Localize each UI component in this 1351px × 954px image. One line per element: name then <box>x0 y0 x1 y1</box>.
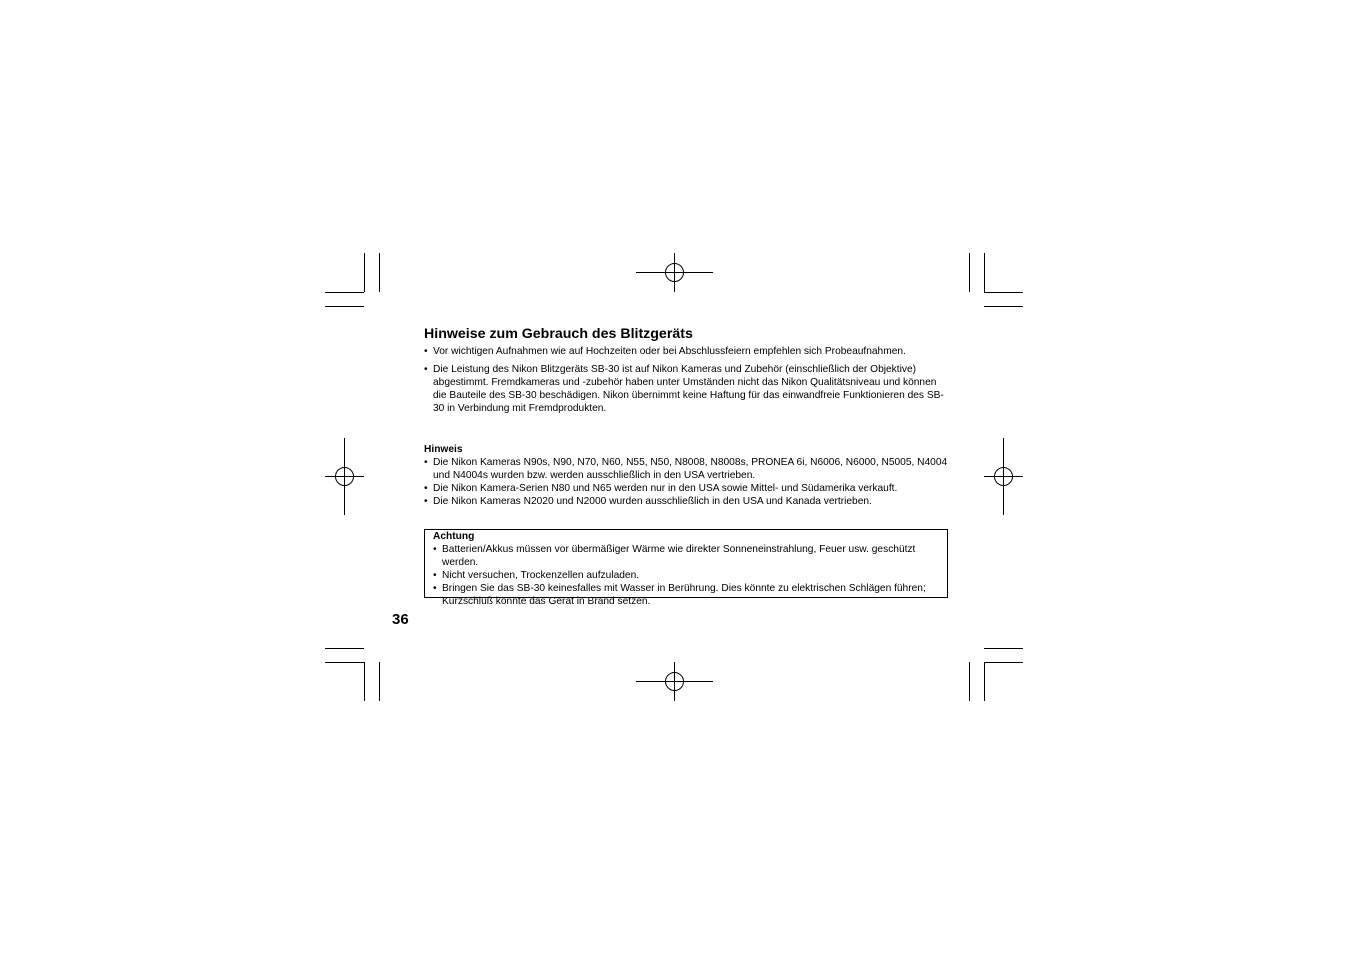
crop-mark-bottom-left <box>325 649 380 702</box>
registration-mark-right <box>984 438 1023 515</box>
registration-mark-top <box>636 253 713 292</box>
list-item-text: Die Nikon Kamera-Serien N80 und N65 werden nur in den USA sowie Mittel- und Südamerika verkauft. <box>433 482 898 494</box>
warning-heading: Achtung <box>433 531 475 542</box>
list-item-text: Bringen Sie das SB-30 keinesfalles mit Wasser in Berührung. Dies könnte zu elektrischen Schlägen führen; Kurzschluß könnte das Gerät in Brand setzen. <box>442 582 926 607</box>
note-heading: Hinweis <box>424 444 463 456</box>
bullet-icon: • <box>433 543 437 555</box>
crop-mark-top-left <box>325 253 380 307</box>
bullet-icon: • <box>433 569 437 581</box>
list-item-text: Batterien/Akkus müssen vor übermäßiger Wärme wie direkter Sonneneinstrahlung, Feuer usw. geschützt werden. <box>442 543 916 568</box>
list-item <box>433 570 940 583</box>
bullet-icon: • <box>424 482 428 494</box>
list-item <box>424 496 948 509</box>
page-content <box>424 325 948 509</box>
list-item <box>433 544 940 570</box>
usage-notes-list <box>424 346 948 416</box>
list-item <box>424 483 948 496</box>
bullet-icon: • <box>433 582 437 594</box>
section-title: Hinweise zum Gebrauch des Blitzgeräts <box>424 326 693 342</box>
list-item-text: Die Nikon Kameras N90s, N90, N70, N60, N55, N50, N8008, N8008s, PRONEA 6i, N6006, N6000, N5005, N4004 und N4004s wurden bzw. werden ausschließlich in den USA vertrieben. <box>433 456 948 481</box>
crop-mark-top-right <box>970 253 1024 307</box>
list-item <box>433 583 940 609</box>
list-item <box>424 364 948 416</box>
bullet-icon: • <box>424 364 428 376</box>
warning-list <box>433 544 940 609</box>
list-item-text: Die Nikon Kameras N2020 und N2000 wurden ausschließlich in den USA und Kanada vertrieben. <box>433 495 872 507</box>
list-item <box>424 346 948 359</box>
bullet-icon: • <box>424 456 428 468</box>
warning-box <box>424 529 948 607</box>
list-item-text: Die Leistung des Nikon Blitzgeräts SB-30 ist auf Nikon Kameras und Zubehör (einschließlich der Objektive) abgestimmt. Fremdkameras und -zubehör haben unter Umständen nicht das Nikon Qualitätsniveau und können die Bauteile des SB-30 beschädigen. Nikon übernimmt keine Haftung für das einwandfreie Funktionieren des SB-30 in Verbindung mit Fremdprodukten. <box>433 364 944 415</box>
crop-mark-bottom-right <box>970 649 1024 702</box>
registration-mark-bottom <box>636 662 713 701</box>
list-item-text: Vor wichtigen Aufnahmen wie auf Hochzeiten oder bei Abschlussfeiern empfehlen sich Probeaufnahmen. <box>433 346 906 357</box>
page-number: 36 <box>392 611 409 628</box>
note-list <box>424 457 948 509</box>
list-item <box>424 457 948 483</box>
bullet-icon: • <box>424 346 428 357</box>
registration-mark-left <box>325 438 364 515</box>
bullet-icon: • <box>424 495 428 507</box>
list-item-text: Nicht versuchen, Trockenzellen aufzuladen. <box>442 569 640 581</box>
